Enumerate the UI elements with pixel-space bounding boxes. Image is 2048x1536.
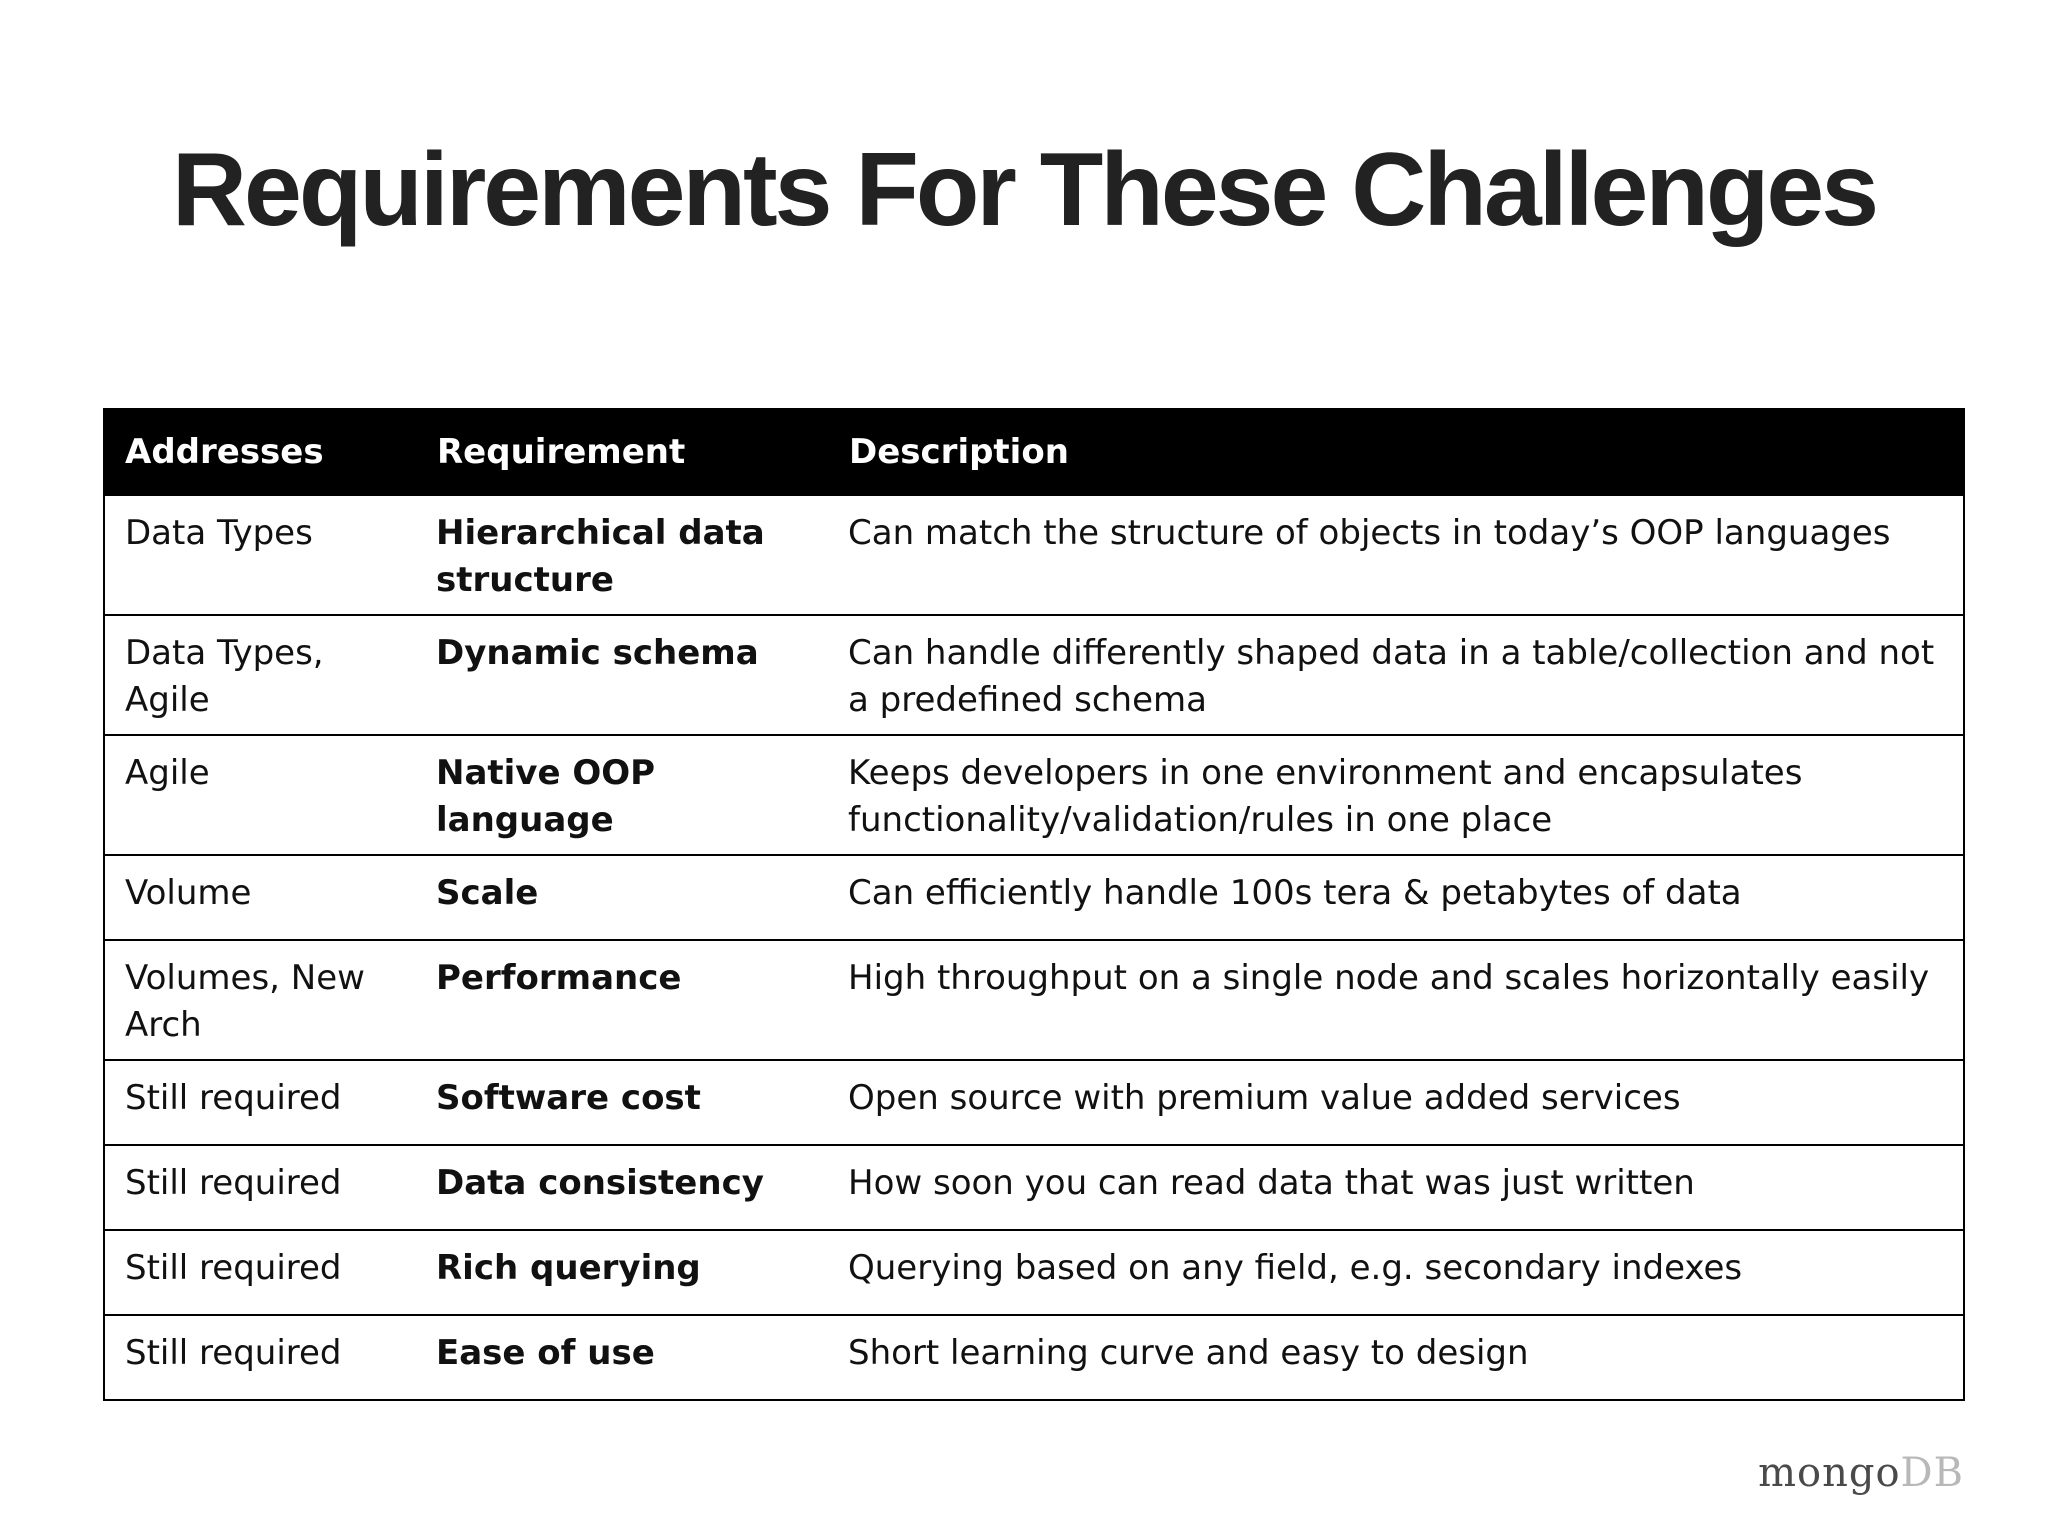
cell-requirement: Scale <box>416 855 828 940</box>
mongodb-logo <box>1758 1450 1964 1496</box>
cell-addresses: Volumes, New Arch <box>104 940 416 1060</box>
cell-description: Can handle differently shaped data in a table/collection and not a predefined schema <box>828 615 1964 735</box>
cell-description: How soon you can read data that was just written <box>828 1145 1964 1230</box>
cell-description: Short learning curve and easy to design <box>828 1315 1964 1400</box>
table-row <box>104 940 1964 1060</box>
cell-requirement: Performance <box>416 940 828 1060</box>
cell-addresses: Still required <box>104 1145 416 1230</box>
cell-requirement: Data consistency <box>416 1145 828 1230</box>
page-title: Requirements For These Challenges <box>171 132 1877 248</box>
cell-addresses: Data Types <box>104 495 416 615</box>
cell-addresses: Data Types, Agile <box>104 615 416 735</box>
column-header-addresses: Addresses <box>104 409 416 495</box>
cell-description: Can efficiently handle 100s tera & petabytes of data <box>828 855 1964 940</box>
cell-requirement: Ease of use <box>416 1315 828 1400</box>
logo-text-mongo: mongo <box>1758 1450 1901 1496</box>
cell-requirement: Rich querying <box>416 1230 828 1315</box>
table-row <box>104 615 1964 735</box>
cell-description: Keeps developers in one environment and encapsulates functionality/validation/rules in one place <box>828 735 1964 855</box>
cell-description: Querying based on any field, e.g. secondary indexes <box>828 1230 1964 1315</box>
cell-addresses: Still required <box>104 1060 416 1145</box>
cell-description: Open source with premium value added services <box>828 1060 1964 1145</box>
cell-description: Can match the structure of objects in today’s OOP languages <box>828 495 1964 615</box>
table-row <box>104 855 1964 940</box>
requirements-table <box>103 408 1965 1401</box>
cell-requirement: Native OOP language <box>416 735 828 855</box>
table-row <box>104 1315 1964 1400</box>
cell-addresses: Agile <box>104 735 416 855</box>
table-row <box>104 495 1964 615</box>
cell-description: High throughput on a single node and scales horizontally easily <box>828 940 1964 1060</box>
table-header-row <box>104 409 1964 495</box>
logo-text-db: DB <box>1900 1450 1964 1496</box>
table-row <box>104 1060 1964 1145</box>
cell-addresses: Still required <box>104 1315 416 1400</box>
cell-requirement: Dynamic schema <box>416 615 828 735</box>
cell-requirement: Hierarchical data structure <box>416 495 828 615</box>
table-row <box>104 735 1964 855</box>
table-row <box>104 1230 1964 1315</box>
column-header-requirement: Requirement <box>416 409 828 495</box>
column-header-description: Description <box>828 409 1964 495</box>
cell-requirement: Software cost <box>416 1060 828 1145</box>
table-row <box>104 1145 1964 1230</box>
cell-addresses: Volume <box>104 855 416 940</box>
cell-addresses: Still required <box>104 1230 416 1315</box>
